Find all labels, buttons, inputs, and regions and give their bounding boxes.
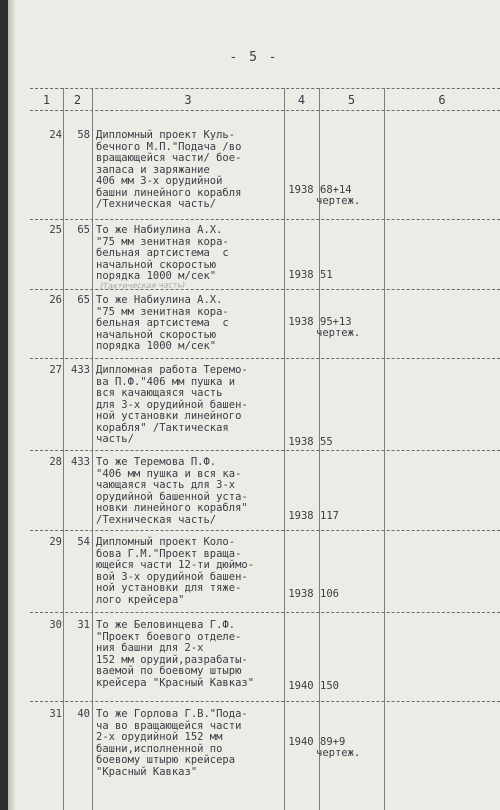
description-line: То же Набиулина А.Х. (96, 224, 223, 236)
row-separator (30, 219, 500, 220)
description-line: бельная артсистема с (96, 317, 229, 329)
description-line: вой 3-х орудийной башен- (96, 570, 248, 583)
row-year: 1938 (288, 184, 314, 196)
row-sheet-unit: чертеж. (316, 747, 361, 759)
description-line: для 3-х орудийной башен- (96, 398, 248, 411)
description-line: вся качающаяся часть (96, 387, 223, 399)
column-header: 5 (347, 93, 356, 107)
row-reference: 433 (71, 456, 90, 468)
description-line: "75 мм зенитная кора- (96, 235, 229, 248)
description-line: новки линейного корабля" (96, 502, 248, 514)
column-header: 6 (438, 93, 446, 107)
description-line: корабля" /Тактическая (96, 421, 229, 434)
row-number: 31 (49, 708, 62, 720)
description-line: "Красный Кавказ" (96, 765, 198, 778)
description-line: ной установки линейного (96, 410, 242, 422)
description-line: "75 мм зенитная кора- (96, 305, 229, 318)
row-year: 1940 (288, 680, 314, 692)
row-number: 27 (49, 364, 62, 376)
row-number: 24 (49, 129, 62, 141)
description-line: Дипломный проект Куль- (96, 129, 236, 141)
description-line: /Техническая часть/ (96, 198, 217, 210)
row-sheet-count: 68+14 (320, 184, 352, 196)
description-line: бова Г.М."Проект враща- (96, 547, 242, 560)
row-description (96, 457, 284, 526)
row-separator (30, 530, 500, 531)
description-line: чающаяся часть для 3-х (96, 479, 236, 491)
row-description (96, 709, 284, 778)
row-reference: 65 (77, 294, 90, 306)
row-year: 1938 (288, 316, 314, 328)
row-sheet-count: 89+9 (320, 736, 346, 748)
description-line: вращающейся части/ бое- (96, 152, 242, 164)
row-reference: 31 (77, 619, 90, 631)
pencil-annotation: (Тактическая часть) (99, 280, 186, 291)
row-separator (30, 358, 500, 359)
description-line: лого крейсера" (96, 593, 185, 606)
row-separator (30, 701, 500, 702)
description-line: /Техническая часть/ (96, 513, 217, 526)
description-line: ва П.Ф."406 мм пушка и (96, 375, 236, 388)
description-line: порядка 1000 м/сек" (96, 270, 217, 282)
row-reference: 65 (77, 224, 90, 236)
row-description (96, 537, 284, 606)
row-year: 1938 (288, 510, 314, 522)
row-number: 30 (49, 619, 62, 631)
description-line: То же Горлова Г.В."Пода- (96, 708, 248, 720)
row-reference: 40 (77, 708, 90, 720)
description-line: "Проект боевого отделе- (96, 630, 242, 643)
document-page (8, 0, 500, 810)
row-year: 1938 (288, 588, 314, 600)
column-header: 4 (297, 93, 306, 107)
description-line: башни,исполненной по (96, 742, 223, 755)
page-number: - 5 - (229, 50, 279, 65)
row-reference: 58 (77, 129, 90, 141)
description-line: То же Беловинцева Г.Ф. (96, 619, 236, 631)
row-sheet-count: 95+13 (320, 316, 352, 328)
description-line: порядка 1000 м/сек" (96, 340, 217, 352)
table-header-rule (30, 110, 500, 111)
row-description (96, 225, 284, 283)
column-header: 3 (184, 93, 192, 107)
description-line: крейсера "Красный Кавказ" (96, 676, 255, 689)
description-line: часть/ (96, 433, 134, 445)
description-line: запаса и заряжание (96, 163, 210, 176)
row-year: 1938 (288, 436, 314, 448)
row-sheet-count: 55 (320, 436, 333, 448)
description-line: начальной скоростью (96, 258, 217, 271)
column-header: 1 (42, 93, 51, 107)
description-line: ваемой по боевому штырю (96, 665, 242, 677)
description-line: 406 мм 3-х орудийной (96, 175, 223, 187)
description-line: 2-х орудийной 152 мм (96, 731, 223, 743)
description-line: бечного М.П."Подача /во (96, 140, 242, 153)
row-year: 1938 (288, 269, 314, 281)
description-line: ющейся части 12-ти дюймо- (96, 559, 255, 571)
row-number: 26 (49, 294, 62, 306)
row-number: 29 (49, 536, 62, 548)
description-line: башни линейного корабля (96, 186, 242, 199)
row-reference: 54 (77, 536, 90, 548)
row-separator (30, 450, 500, 451)
description-line: "406 мм пушка и вся ка- (96, 467, 242, 480)
description-line: начальной скоростью (96, 328, 217, 341)
description-line: боевому штырю крейсера (96, 754, 236, 766)
row-number: 25 (49, 224, 62, 236)
row-sheet-count: 117 (320, 510, 339, 522)
row-sheet-count: 51 (320, 269, 333, 281)
description-line: ча во вращающейся части (96, 719, 242, 732)
table-top-rule (30, 88, 500, 89)
description-line: орудийной башенной уста- (96, 490, 248, 503)
description-line: бельная артсистема с (96, 247, 229, 259)
row-description (96, 295, 284, 353)
row-separator (30, 612, 500, 613)
description-line: ной установки для тяже- (96, 582, 242, 594)
row-sheet-unit: чертеж. (316, 195, 361, 207)
row-description (96, 620, 284, 689)
row-year: 1940 (288, 736, 314, 748)
description-line: Дипломный проект Коло- (96, 536, 236, 548)
description-line: То же Набиулина А.Х. (96, 294, 223, 306)
row-sheet-unit: чертеж. (316, 327, 361, 339)
row-description (96, 365, 284, 446)
row-reference: 433 (71, 364, 90, 376)
description-line: ния башни для 2-х (96, 642, 204, 654)
column-header: 2 (73, 93, 82, 107)
row-description (96, 130, 284, 211)
row-sheet-count: 106 (320, 588, 339, 600)
row-number: 28 (49, 456, 62, 468)
description-line: 152 мм орудий,разрабаты- (96, 653, 248, 666)
description-line: Дипломная работа Теремо- (96, 364, 248, 376)
row-sheet-count: 150 (320, 680, 339, 692)
description-line: То же Теремова П.Ф. (96, 456, 217, 468)
